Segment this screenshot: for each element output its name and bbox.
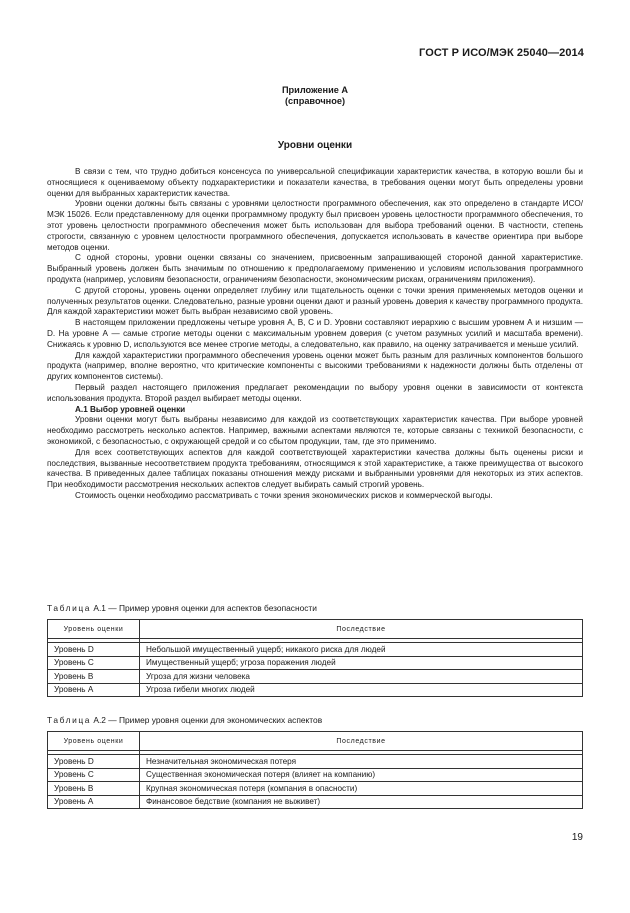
paragraph: Первый раздел настоящего приложения предлагает рекомендации по выбору уровня оценки в зависимости от контекста использования продукта. Второй раздел выбирает методы оценки. (47, 382, 583, 403)
table-cell: Уровень В (48, 670, 140, 684)
table-safety (47, 619, 583, 697)
table-cell: Существенная экономическая потеря (влияет на компанию) (140, 768, 583, 782)
table-row (48, 656, 583, 670)
table-row (48, 795, 583, 809)
document-header: ГОСТ Р ИСО/МЭК 25040—2014 (419, 47, 584, 59)
table1-caption-label: Таблица (47, 603, 92, 613)
section-title: Уровни оценки (277, 140, 353, 151)
annex-subtitle: (справочное) (284, 96, 345, 106)
paragraph: С другой стороны, уровень оценки определяет глубину или тщательность оценки с точки зрения применяемых методов оценки и полученных результатов оценки. Следовательно, разные уровни оценки дают и разный уровень доверия к качеству программного продукта. Для каждой характеристики может быть выбран независимо свой уровень. (47, 285, 583, 317)
table2-header-consequence: Последствие (140, 732, 583, 751)
paragraph: Стоимость оценки необходимо рассматривать с точки зрения экономических рисков и коммерческой выгоды. (75, 490, 493, 500)
paragraph: Уровни оценки могут быть выбраны независимо для каждой из соответствующих характеристик качества. При выборе уровней необходимо рассмотреть несколько аспектов. Например, важными аспектами являются те, которые связаны с техникой безопасности, с экономикой, с безопасностью, с окружающей средой и со сбытом продукции, там, где это применимо. (47, 415, 583, 446)
table-row (48, 683, 583, 697)
table-cell: Имущественный ущерб; угроза поражения людей (140, 656, 583, 670)
table2-caption-text: А.2 — Пример уровня оценки для экономических аспектов (91, 715, 323, 725)
table-row (48, 643, 583, 657)
table-row (48, 755, 583, 769)
table-cell: Уровень D (48, 755, 140, 769)
table-row (48, 670, 583, 684)
table-cell: Уровень А (48, 795, 140, 809)
paragraph: С одной стороны, уровни оценки связаны со значением, присвоенным запрашивающей стороной данной характеристике. Выбранный уровень должен быть значимым по отношению к предполагаемому применению и условиям использования программного продукта (например, условиям безопасности, ограничениям безопасности, экономическим рискам, ограничениям приложения). (47, 253, 583, 284)
table-cell: Угроза гибели многих людей (140, 683, 583, 697)
table1-header-level: Уровень оценки (48, 620, 140, 639)
table-economic (47, 731, 583, 809)
table-cell: Уровень В (48, 782, 140, 796)
table1-header-consequence: Последствие (140, 620, 583, 639)
table1-caption (47, 603, 317, 613)
paragraph: Уровни оценки должны быть связаны с уровнями целостности программного обеспечения, как это определено в стандарте ИСО/МЭК 15026. Если представленному для оценки программному продукту был присвоен уровень целостности программного обеспечения, то этот уровень целостности программного обеспечения может быть использован для выбора требований оценки. В частности, степень строгости, связанную с уровнем целостности программного обеспечения, допускается использовать в качестве ориентира при выборе методов оценки. (47, 199, 583, 252)
table-cell: Незначительная экономическая потеря (140, 755, 583, 769)
table1-caption-text: А.1 — Пример уровня оценки для аспектов безопасности (91, 603, 317, 613)
table-cell: Финансовое бедствие (компания не выживет) (140, 795, 583, 809)
paragraph: В настоящем приложении предложены четыре уровня А, В, С и D. Уровни составляют иерархию с высшим уровнем А и низшим — D. На уровне А — самые строгие методы оценки с максимальным уровнем доверия (с учетом разумных усилий и масштаба времени). Снижаясь к уровню D, используются все менее строгие методы, а следовательно, как правило, на оценку затрачивается и меньше усилий. (47, 318, 583, 349)
table2-caption-label: Таблица (47, 715, 92, 725)
table2-header-level: Уровень оценки (48, 732, 140, 751)
annex-title: Приложение А (281, 85, 349, 95)
table-row (48, 782, 583, 796)
page-number: 19 (571, 832, 583, 843)
table-cell: Уровень С (48, 768, 140, 782)
subsection-title: А.1 Выбор уровней оценки (75, 404, 186, 414)
paragraph: В связи с тем, что трудно добиться консенсуса по универсальной спецификации характеристик качества, в которую вошли бы и относящиеся к оцениваемому объекту подхарактеристики и показатели качества, в требования оценки могут быть определены уровни оценки для выбранных характеристик качества. (47, 167, 583, 198)
table-cell: Уровень А (48, 683, 140, 697)
table-cell: Крупная экономическая потеря (компания в опасности) (140, 782, 583, 796)
table-cell: Уровень С (48, 656, 140, 670)
table-cell: Уровень D (48, 643, 140, 657)
paragraph: Для каждой характеристики программного обеспечения уровень оценки может быть разным для различных компонентов большого продукта (например, вполне вероятно, что критические компоненты с высокими требованиями к надежности должны быть отделены от других компонентов системы). (47, 350, 583, 382)
body-text (47, 167, 583, 502)
table2-caption (47, 715, 322, 725)
table-cell: Угроза для жизни человека (140, 670, 583, 684)
paragraph: Для всех соответствующих аспектов для каждой соответствующей характеристики качества должны быть оценены риски и последствия, вызванные несоответствием продукта требованиям, относящимся к этой характеристике, а также преимущества от высокого качества. В приведенных далее таблицах показаны отношения между рисками и выбранными уровнями для некоторых из этих аспектов. При необходимости рассмотрения нескольких аспектов следует выбирать самый строгий уровень. (47, 447, 583, 490)
table-cell: Небольшой имущественный ущерб; никакого риска для людей (140, 643, 583, 657)
table-row (48, 768, 583, 782)
